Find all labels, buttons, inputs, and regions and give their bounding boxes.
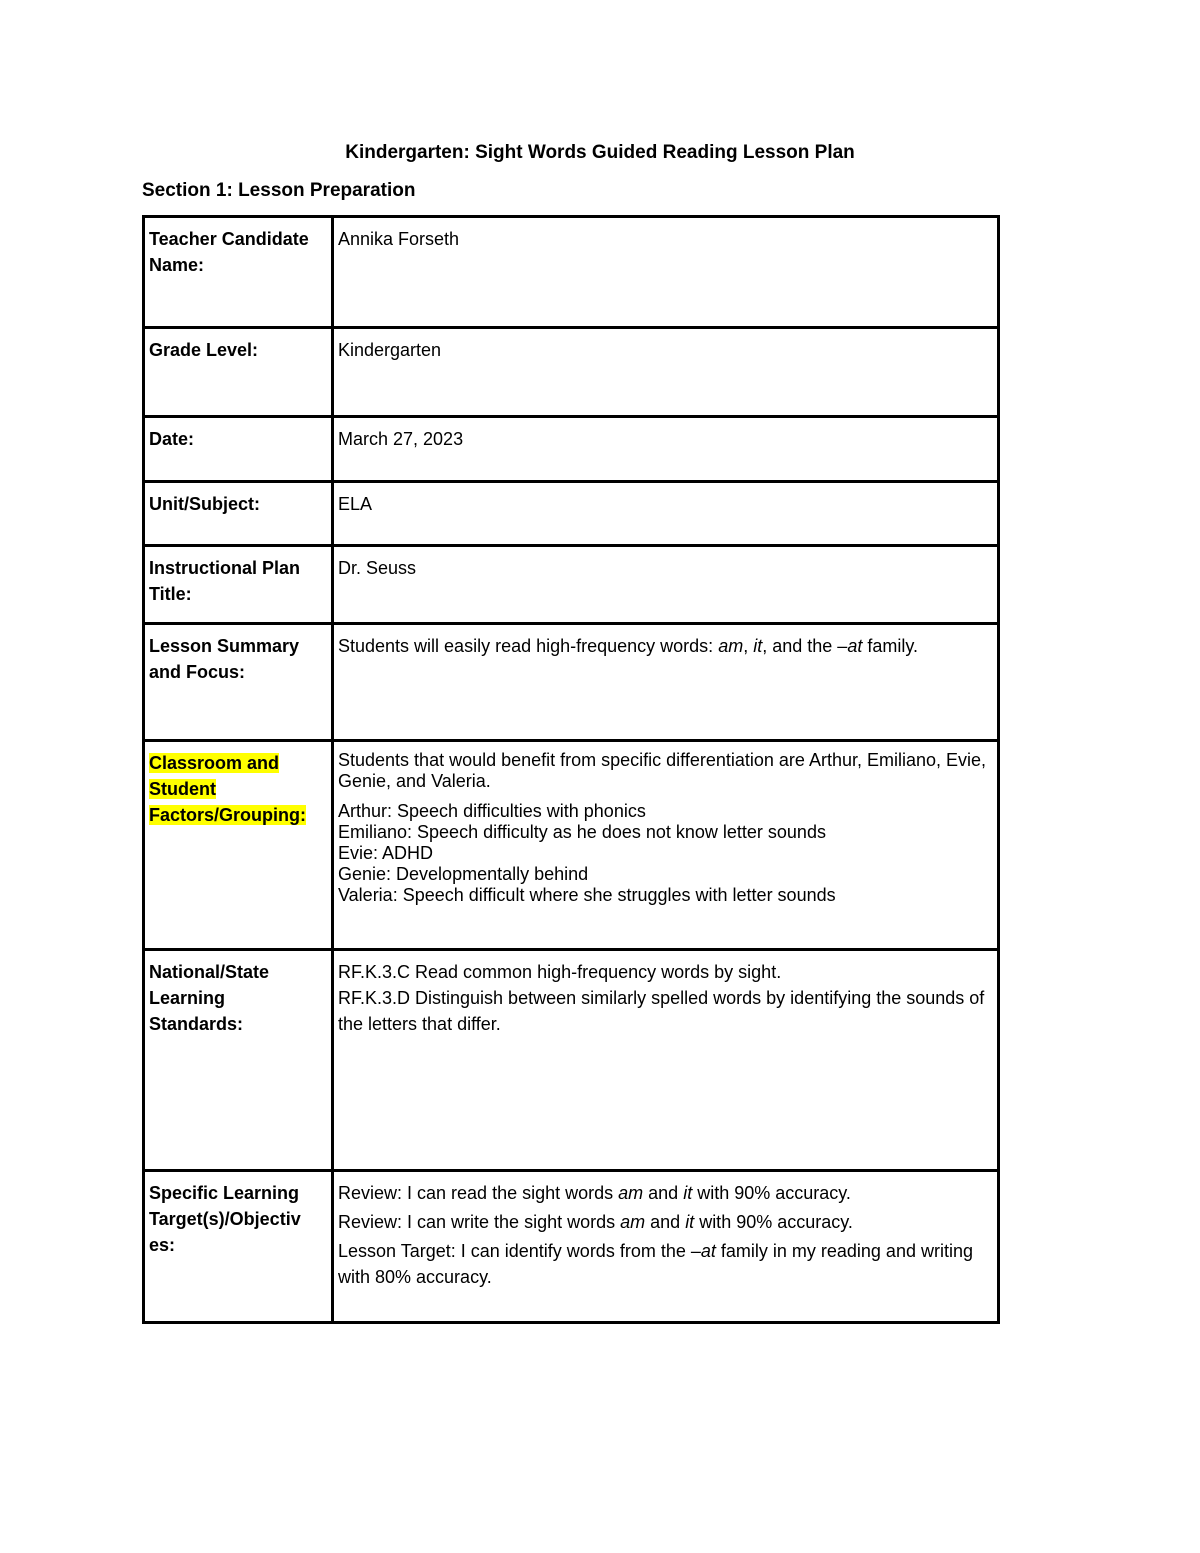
list-item: Genie: Developmentally behind bbox=[338, 864, 589, 884]
summary-text-middle: , and the – bbox=[762, 636, 848, 656]
table-row-classroom bbox=[144, 741, 999, 950]
standards-label-line2: Learning bbox=[149, 988, 226, 1008]
grade-label: Grade Level: bbox=[144, 328, 333, 417]
objectives-label bbox=[144, 1171, 333, 1323]
summary-text-suffix: family. bbox=[862, 636, 918, 656]
date-value: March 27, 2023 bbox=[333, 417, 999, 482]
list-item: Emiliano: Speech difficulty as he does not know letter sounds bbox=[338, 822, 826, 842]
plan-title-label-line2: Title: bbox=[149, 584, 192, 604]
document-title: Kindergarten: Sight Words Guided Reading Lesson Plan bbox=[345, 142, 855, 163]
summary-separator: , bbox=[743, 636, 754, 656]
plan-title-value: Dr. Seuss bbox=[333, 546, 999, 624]
teacher-name-value: Annika Forseth bbox=[333, 217, 999, 328]
summary-word-at: at bbox=[847, 636, 863, 656]
table-row-date bbox=[144, 417, 999, 482]
standards-label-line1: National/State bbox=[149, 962, 270, 982]
classroom-label-line3: Factors/Grouping: bbox=[149, 805, 306, 825]
summary-label bbox=[144, 624, 333, 741]
objectives-value bbox=[333, 1171, 999, 1323]
unit-label: Unit/Subject: bbox=[144, 482, 333, 546]
table-row-plan-title bbox=[144, 546, 999, 624]
objectives-label-line2: Target(s)/Objectiv bbox=[149, 1209, 301, 1229]
objectives-label-line1: Specific Learning bbox=[149, 1183, 300, 1203]
teacher-label bbox=[144, 217, 333, 328]
classroom-label-line1: Classroom and bbox=[149, 753, 280, 773]
standards-label-line3: Standards: bbox=[149, 1014, 244, 1034]
list-item: Arthur: Speech difficulties with phonics bbox=[338, 801, 646, 821]
objective-lesson-target: Lesson Target: I can identify words from the –at family in my reading and writing with 80% accuracy. bbox=[338, 1241, 973, 1287]
classroom-value bbox=[333, 741, 999, 950]
summary-label-line1: Lesson Summary bbox=[149, 636, 300, 656]
grade-value: Kindergarten bbox=[333, 328, 999, 417]
lesson-plan-table bbox=[142, 215, 1000, 1324]
summary-word-am: am bbox=[718, 636, 744, 656]
unit-value: ELA bbox=[333, 482, 999, 546]
standards-value bbox=[333, 950, 999, 1171]
table-row-teacher bbox=[144, 217, 999, 328]
standard-item: RF.K.3.D Distinguish between similarly spelled words by identifying the sounds of the letters that differ. bbox=[338, 988, 985, 1034]
date-label: Date: bbox=[144, 417, 333, 482]
summary-word-it: it bbox=[753, 636, 763, 656]
student-list bbox=[338, 801, 993, 906]
plan-title-label bbox=[144, 546, 333, 624]
plan-title-label-line1: Instructional Plan bbox=[149, 558, 301, 578]
standard-item: RF.K.3.C Read common high-frequency words by sight. bbox=[338, 962, 782, 982]
table-row-summary bbox=[144, 624, 999, 741]
summary-value bbox=[333, 624, 999, 741]
classroom-label-line2: Student bbox=[149, 779, 216, 799]
table-row-objectives bbox=[144, 1171, 999, 1323]
objective-review-write: Review: I can write the sight words am and it with 90% accuracy. bbox=[338, 1212, 853, 1232]
classroom-label bbox=[144, 741, 333, 950]
classroom-intro: Students that would benefit from specific differentiation are Arthur, Emiliano, Evie, Genie, and Valeria. bbox=[338, 750, 987, 791]
summary-text-prefix: Students will easily read high-frequency words: bbox=[338, 636, 719, 656]
list-item: Evie: ADHD bbox=[338, 843, 434, 863]
objective-review-read: Review: I can read the sight words am and it with 90% accuracy. bbox=[338, 1183, 851, 1203]
teacher-label-line2: Name: bbox=[149, 255, 205, 275]
summary-label-line2: and Focus: bbox=[149, 662, 246, 682]
teacher-label-line1: Teacher Candidate bbox=[149, 229, 309, 249]
standards-label bbox=[144, 950, 333, 1171]
table-row-unit bbox=[144, 482, 999, 546]
table-row-standards bbox=[144, 950, 999, 1171]
objectives-label-line3: es: bbox=[149, 1235, 176, 1255]
table-row-grade bbox=[144, 328, 999, 417]
list-item: Valeria: Speech difficult where she struggles with letter sounds bbox=[338, 885, 836, 905]
section-heading: Section 1: Lesson Preparation bbox=[142, 180, 416, 201]
